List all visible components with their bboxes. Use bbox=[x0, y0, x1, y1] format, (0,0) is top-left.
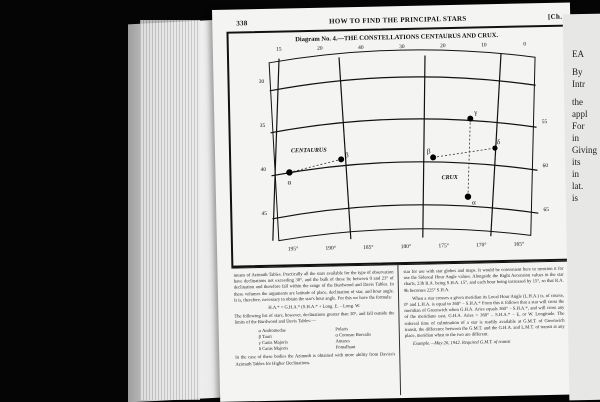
running-tag: [Ch. bbox=[547, 12, 563, 21]
bottom-tick-label: 175° bbox=[438, 243, 449, 250]
left-tick-label: 45 bbox=[261, 210, 268, 218]
star-list-item: δ Canis Majoris bbox=[258, 345, 289, 352]
column-divider bbox=[397, 265, 401, 395]
page-edges bbox=[140, 20, 200, 400]
bottom-tick-label: 195° bbox=[287, 246, 299, 253]
left-paragraph-3: In the case of these bodies the Azimuth is obtained with more ability from Davies's Azimuth Tables for Higher Declinations. bbox=[235, 351, 396, 367]
top-tick-label: 0 bbox=[523, 41, 527, 48]
centaurus-label: CENTAURUS bbox=[290, 147, 327, 155]
right-tick-label: 60 bbox=[542, 162, 549, 170]
right-tick-label: 55 bbox=[541, 119, 548, 126]
page-number: 338 bbox=[236, 19, 248, 28]
parallel-line bbox=[271, 159, 537, 176]
parallel-line bbox=[269, 74, 535, 91]
star-list-item: Antares bbox=[335, 338, 350, 344]
right-page-fragment: EA bbox=[572, 49, 584, 59]
star-alpha-centauri bbox=[286, 169, 293, 176]
left-paragraph-1: means of Azimuth Tables. Practically all the stars available for the type of observation have declinations not exceeding 30°, and the bulk of these lie between 0 and 23° of declination and therefore fall within the range of the Burdwood and Davis Tables. In these volumes the arguments are latitude of place, declination of star, and hour angle. It is, therefore, necessary to obtain the star's hour angle. For this we have the formula: bbox=[233, 269, 394, 303]
star-delta-crucis bbox=[492, 145, 497, 150]
left-column bbox=[234, 269, 396, 367]
star-list-item: α Andromedae bbox=[258, 327, 286, 333]
meridian-line bbox=[269, 59, 283, 241]
right-paragraph-2: When a star crosses a given meridian its Local Hour Angle (L.H.A.) is, of course, 0° and L.H.A. is equal to 360° – S.H.A.* From this it follows that a star will cross the meridian of Greenwich when G.H.A. Aries equals 360° – S.H.A.*, and will cross any of the meridians east, G.H.A. Aries = 360° – S.H.A.* – E, or W. Longitude. The sidereal time of culmination of a star is readily available at G.M.T. of Greenwich transit, the difference between the G.M.T. and the G.H.A. and L.M.T. of transit at any place, meridian when to the two are different. bbox=[404, 292, 565, 339]
book-page bbox=[212, 3, 578, 402]
star-beta-crucis bbox=[430, 154, 436, 160]
crux-label-alpha: α bbox=[472, 198, 476, 207]
right-page-fragment: Intr bbox=[572, 79, 585, 89]
bottom-tick-label: 165° bbox=[513, 241, 525, 248]
star-list-item: α Coronae Borealis bbox=[335, 331, 372, 338]
crux-label-delta: δ bbox=[496, 137, 501, 147]
crux-label: CRUX bbox=[441, 174, 458, 182]
star-list-1 bbox=[258, 327, 288, 352]
right-page-fragment: its bbox=[572, 157, 581, 167]
right-page-fragment: By bbox=[572, 67, 583, 77]
chart-title: Diagram No. 4.—THE CONSTELLATIONS CENTAURUS AND CRUX. bbox=[295, 32, 499, 44]
star-label-beta: β bbox=[344, 151, 349, 160]
right-paragraph-1: star for use with star globes and maps. It would be convenient here to mention it for use the Sidereal Hour Angle values. Alongside the Right Ascension values in the star charts, 23h R.A. being S.H.A. 15°, and each hour being increased by 15°, so that R.A. 9h becomes 225° S.H.A. bbox=[403, 265, 564, 293]
right-page-fragment: appl bbox=[572, 109, 588, 119]
bottom-tick-label: 170° bbox=[476, 242, 487, 249]
star-list-item: Fomalhaut bbox=[335, 344, 356, 350]
left-tick-label: 40 bbox=[260, 166, 267, 174]
right-column bbox=[403, 266, 565, 348]
right-page-fragment: in bbox=[572, 133, 580, 143]
top-tick-label: 40 bbox=[358, 44, 364, 51]
right-page-fragment: is bbox=[572, 193, 579, 203]
star-alpha-crucis bbox=[465, 193, 472, 200]
formula: H.A.* = G.H.A.* (S.H.A.* + Long. E. – Long. W. bbox=[268, 302, 361, 310]
crux-label-gamma: γ bbox=[474, 108, 478, 117]
left-tick-label: 35 bbox=[259, 122, 266, 130]
crux-label-beta: β bbox=[426, 147, 431, 156]
left-paragraph-2: The following list of stars, however, declinations greater than 30°, and fall outside the limits of the Burdwood and Davis Tables:— bbox=[234, 310, 395, 326]
top-tick-label: 20 bbox=[317, 45, 323, 52]
top-tick-label: 30 bbox=[399, 43, 405, 51]
right-page-fragment: Giving bbox=[572, 145, 598, 155]
top-tick-label: 15 bbox=[276, 46, 282, 53]
star-list-item: β Tauri bbox=[258, 333, 272, 339]
parallel-line bbox=[272, 202, 538, 219]
star-list-item: γ Canis Majoris bbox=[258, 339, 288, 346]
star-label-alpha: α bbox=[287, 178, 292, 187]
crux-line-vertical bbox=[466, 119, 472, 197]
bottom-tick-label: 185° bbox=[363, 244, 374, 251]
star-lists bbox=[235, 325, 395, 353]
body-text bbox=[231, 261, 570, 399]
star-list-2 bbox=[335, 325, 371, 351]
right-page-fragment: For bbox=[572, 121, 585, 131]
left-tick-label: 30 bbox=[258, 78, 265, 86]
star-beta-centauri bbox=[338, 156, 344, 162]
right-page-text bbox=[572, 48, 600, 204]
star-list-item: Polaris bbox=[335, 325, 349, 332]
crux-line-horizontal bbox=[433, 148, 495, 157]
right-paragraph-3: Example.—May 26, 1942. Required G.M.T. of transit bbox=[412, 339, 511, 347]
right-page-fragment: in bbox=[572, 169, 580, 179]
right-page-fragment: lat. bbox=[572, 181, 584, 191]
meridian-line bbox=[339, 57, 351, 239]
star-chart bbox=[226, 25, 571, 268]
right-page-fragment: the bbox=[572, 97, 583, 107]
star-chart-svg bbox=[228, 27, 569, 266]
top-tick-label: 20 bbox=[439, 43, 446, 50]
bottom-tick-label: 190° bbox=[325, 245, 336, 252]
top-tick-label: 10 bbox=[480, 42, 487, 49]
running-head: HOW TO FIND THE PRINCIPAL STARS bbox=[329, 14, 467, 26]
bottom-tick-label: 180° bbox=[400, 243, 412, 251]
centaurus-line bbox=[289, 159, 341, 172]
right-tick-label: 65 bbox=[543, 206, 550, 214]
